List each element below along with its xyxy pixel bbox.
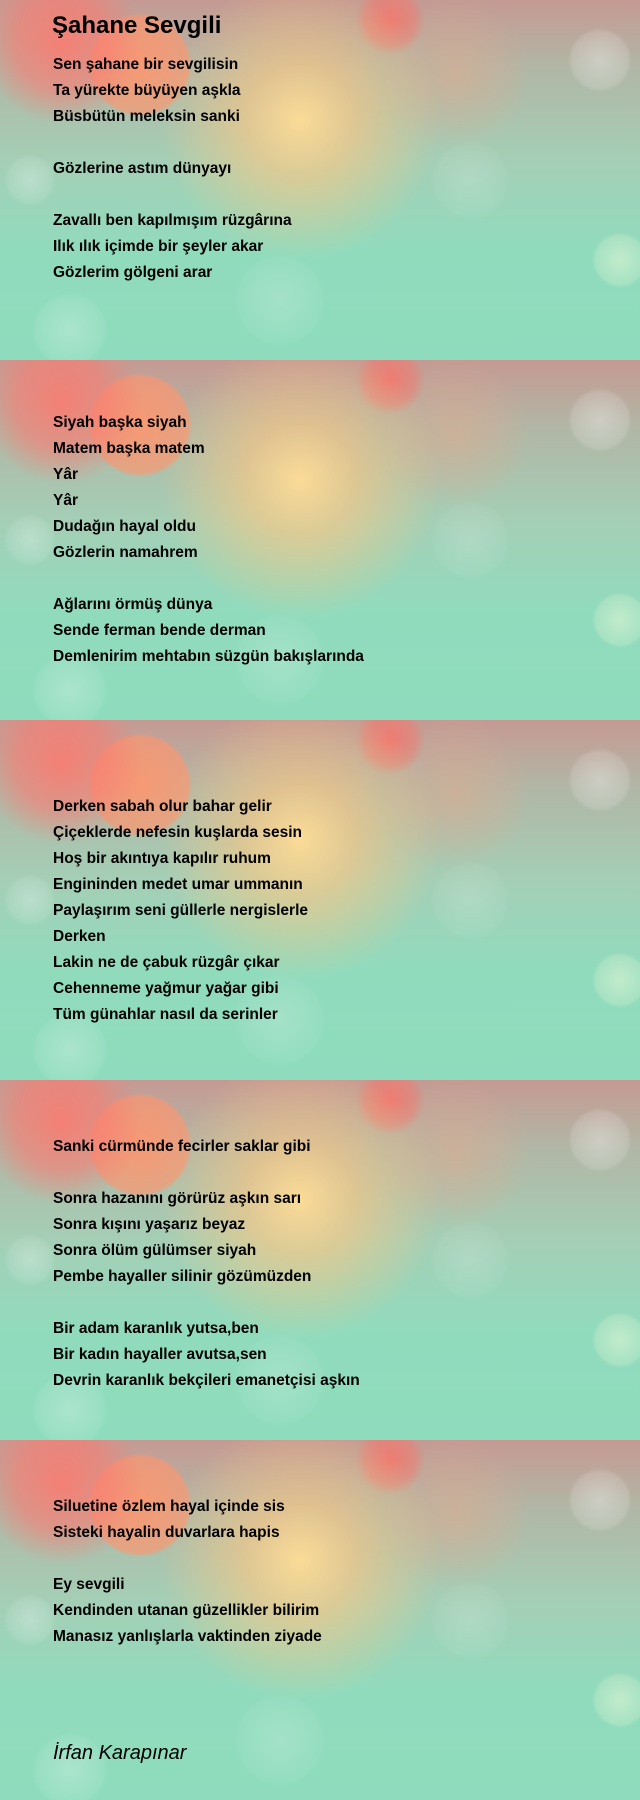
poem-line: Gözlerin namahrem [53, 544, 198, 561]
poem-line: Gözlerine astım dünyayı [53, 160, 232, 177]
stanza-group [53, 1134, 360, 1394]
stanza-group [53, 410, 364, 670]
poem-line: Yâr [53, 492, 78, 509]
poem-line: Sonra ölüm gülümser siyah [53, 1242, 257, 1259]
poem-line: Kendinden utanan güzellikler bilirim [53, 1602, 320, 1619]
poem-line: Derken [53, 928, 106, 945]
poem-line: Gözlerim gölgeni arar [53, 264, 213, 281]
poem-line: Lakin ne de çabuk rüzgâr çıkar [53, 954, 280, 971]
poem-panel [0, 1440, 640, 1800]
poem-line: Paylaşırım seni güllerle nergislerle [53, 902, 309, 919]
stanza [53, 1316, 360, 1394]
poem-panel [0, 1080, 640, 1440]
stanza [53, 592, 364, 670]
poem-line: Ey sevgili [53, 1576, 125, 1593]
poem-line: Siyah başka siyah [53, 414, 187, 431]
stanza [53, 794, 308, 1028]
poem-line: Sonra hazanını görürüz aşkın sarı [53, 1190, 302, 1207]
poem-line: Yâr [53, 466, 78, 483]
poem-line: Ağlarını örmüş dünya [53, 596, 213, 613]
stanza-group [53, 794, 308, 1028]
poem-line: Dudağın hayal oldu [53, 518, 196, 535]
poem-line: Siluetine özlem hayal içinde sis [53, 1498, 285, 1515]
poem-panel [0, 0, 640, 360]
poem-author: İrfan Karapınar [53, 1742, 187, 1764]
poem-line: Zavallı ben kapılmışım rüzgârına [53, 212, 292, 229]
stanza-group [53, 1494, 322, 1650]
poem-line: Matem başka matem [53, 440, 205, 457]
poem-line: Ilık ılık içimde bir şeyler akar [53, 238, 264, 255]
poem-line: Devrin karanlık bekçileri emanetçisi aşkın [53, 1372, 360, 1389]
poem-line: Bir adam karanlık yutsa,ben [53, 1320, 259, 1337]
poem-panel [0, 720, 640, 1080]
poem-line: Engininden medet umar ummanın [53, 876, 303, 893]
poem-line: Manasız yanlışlarla vaktinden ziyade [53, 1628, 322, 1645]
poem-line: Pembe hayaller silinir gözümüzden [53, 1268, 312, 1285]
poem-line: Sisteki hayalin duvarlara hapis [53, 1524, 280, 1541]
poem-line: Demlenirim mehtabın süzgün bakışlarında [53, 648, 364, 665]
stanza [53, 1186, 360, 1290]
poem-title: Şahane Sevgili [52, 12, 222, 39]
poem-line: Sanki cürmünde fecirler saklar gibi [53, 1138, 311, 1155]
stanza [53, 410, 364, 566]
poem-line: Sonra kışını yaşarız beyaz [53, 1216, 246, 1233]
stanza [53, 52, 292, 130]
stanza-group [53, 52, 292, 286]
stanza [53, 1494, 322, 1546]
poem-line: Sende ferman bende derman [53, 622, 266, 639]
poem-line: Hoş bir akıntıya kapılır ruhum [53, 850, 271, 867]
poem-line: Tüm günahlar nasıl da serinler [53, 1006, 278, 1023]
poem-panel [0, 360, 640, 720]
poem-line: Çiçeklerde nefesin kuşlarda sesin [53, 824, 302, 841]
poem-line: Sen şahane bir sevgilisin [53, 56, 239, 73]
poem-line: Bir kadın hayaller avutsa,sen [53, 1346, 267, 1363]
stanza [53, 208, 292, 286]
poem-line: Cehenneme yağmur yağar gibi [53, 980, 279, 997]
poem-line: Derken sabah olur bahar gelir [53, 798, 272, 815]
stanza [53, 1572, 322, 1650]
poem-line: Ta yürekte büyüyen aşkla [53, 82, 241, 99]
stanza [53, 1134, 360, 1160]
stanza [53, 156, 292, 182]
poem-line: Büsbütün meleksin sanki [53, 108, 240, 125]
